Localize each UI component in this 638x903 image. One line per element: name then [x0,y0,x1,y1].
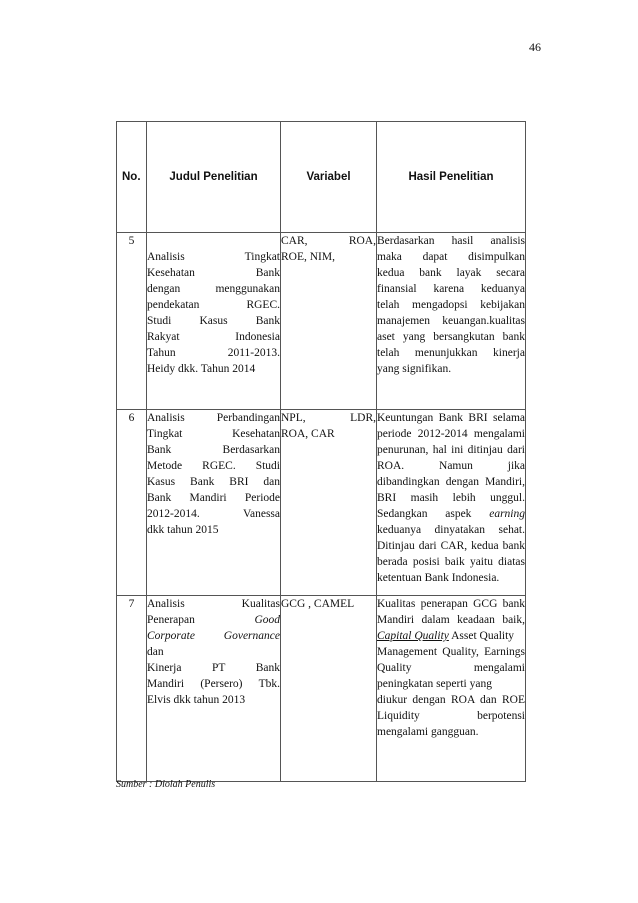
header-title: Judul Penelitian [147,122,281,233]
header-variable: Variabel [281,122,377,233]
header-result: Hasil Penelitian [377,122,526,233]
research-table [116,121,526,782]
source-note: Sumber : Diolah Penulis [116,779,216,790]
italic-term: Capital Quality [377,630,449,642]
table-row [117,596,526,782]
table-header-row [117,122,526,233]
row-number: 5 [117,233,147,410]
row-number: 6 [117,410,147,596]
research-variables: NPL, LDR, ROA, CAR [281,410,377,596]
research-title: Analisis Kualitas Penerapan Good Corporate Governance dan Kinerja PT Bank Mandiri (Persero) Tbk. Elvis dkk tahun 2013 [147,596,281,782]
research-title: Analisis Perbandingan Tingkat Kesehatan Bank Berdasarkan Metode RGEC. Studi Kasus Bank BRI dan Bank Mandiri Periode 2012-2014. Vanessa dkk tahun 2015 [147,410,281,596]
research-variables: CAR, ROA, ROE, NIM, [281,233,377,410]
research-result: Keuntungan Bank BRI selama periode 2012-2014 mengalami penurunan, hal ini ditinjau dari ROA. Namun jika dibandingkan dengan Mandiri, BRI masih lebih unggul. Sedangkan aspek earning keduanya dinyatakan sehat. Ditinjau dari CAR, kedua bank berada posisi baik yaitu diatas ketentuan Bank Indonesia. [377,410,526,596]
table-row [117,233,526,410]
table-row [117,410,526,596]
italic-term: earning [489,508,525,520]
research-result: Kualitas penerapan GCG bank Mandiri dalam keadaan baik, Capital Quality Asset Quality Management Quality, Earnings Quality mengalami peningkatan seperti yang diukur dengan ROA dan ROE Liquidity berpotensi mengalami gangguan. [377,596,526,782]
research-title: Analisis Tingkat Kesehatan Bank dengan menggunakan pendekatan RGEC. Studi Kasus Bank Rakyat Indonesia Tahun 2011-2013. Heidy dkk. Tahun 2014 [147,233,281,410]
row-number: 7 [117,596,147,782]
header-no: No. [117,122,147,233]
research-variables: GCG , CAMEL [281,596,377,782]
research-result: Berdasarkan hasil analisis maka dapat disimpulkan kedua bank layak secara finansial karena keduanya telah mengadopsi kebijakan manajemen keuangan.kualitas aset yang bersangkutan bank telah menunjukkan kinerja yang signifikan. [377,233,526,410]
page-number: 46 [529,40,541,54]
